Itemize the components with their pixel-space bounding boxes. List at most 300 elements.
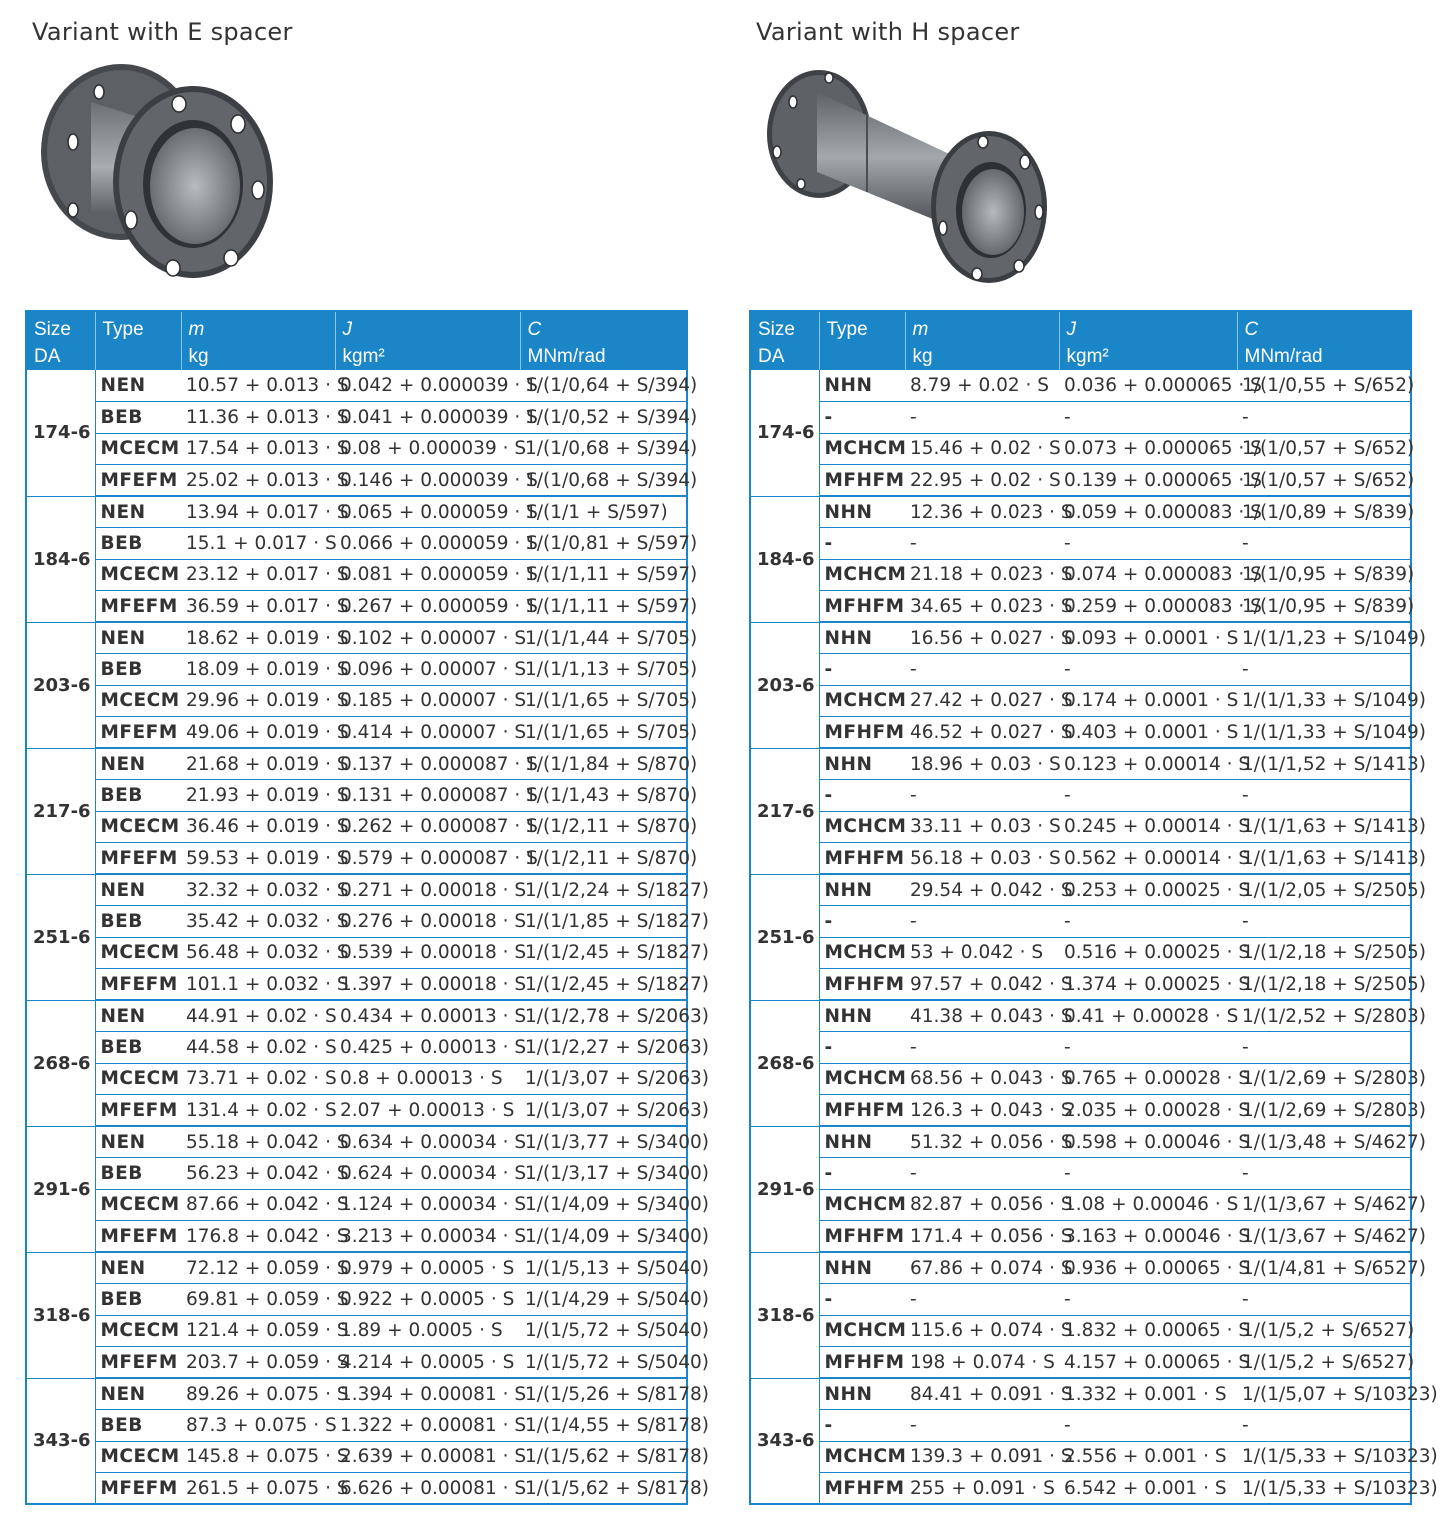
mass-cell: 18.09 + 0.019 · S — [181, 654, 335, 686]
type-cell: NHN — [819, 1378, 905, 1410]
table-row — [26, 622, 687, 654]
table-row — [26, 1252, 687, 1284]
type-cell: MCHCM — [819, 1189, 905, 1221]
mass-cell: 21.18 + 0.023 · S — [905, 559, 1059, 591]
inertia-cell: 1.374 + 0.00025 · S — [1059, 969, 1237, 1001]
mass-cell: 72.12 + 0.059 · S — [181, 1252, 335, 1284]
inertia-cell: 0.539 + 0.00018 · S — [335, 937, 520, 969]
inertia-cell: 0.262 + 0.000087 · S — [335, 811, 520, 843]
stiffness-cell: 1/(1/1,33 + S/1049) — [1237, 685, 1411, 717]
stiffness-cell: 1/(1/3,48 + S/4627) — [1237, 1126, 1411, 1158]
mass-cell: 23.12 + 0.017 · S — [181, 559, 335, 591]
mass-cell: 255 + 0.091 · S — [905, 1473, 1059, 1505]
header-line2: kg — [188, 346, 209, 367]
table-row — [26, 1347, 687, 1379]
stiffness-cell: 1/(1/4,29 + S/5040) — [520, 1284, 687, 1316]
inertia-cell: 4.157 + 0.00065 · S — [1059, 1347, 1237, 1379]
type-cell: NEN — [95, 1000, 181, 1032]
size-cell: 268-6 — [26, 1000, 95, 1126]
stiffness-cell: 1/(1/2,27 + S/2063) — [520, 1032, 687, 1064]
inertia-cell: 0.137 + 0.000087 · S — [335, 748, 520, 780]
inertia-cell: 6.542 + 0.001 · S — [1059, 1473, 1237, 1505]
table-row — [750, 1126, 1411, 1158]
stiffness-cell: 1/(1/0,52 + S/394) — [520, 402, 687, 434]
stiffness-cell: 1/(1/1,11 + S/597) — [520, 591, 687, 623]
type-cell: NHN — [819, 370, 905, 402]
type-cell: BEB — [95, 1158, 181, 1190]
mass-cell: 55.18 + 0.042 · S — [181, 1126, 335, 1158]
inertia-cell: - — [1059, 654, 1237, 686]
type-cell: MFEFM — [95, 969, 181, 1001]
table-row — [26, 685, 687, 717]
mass-cell: 139.3 + 0.091 · S — [905, 1441, 1059, 1473]
stiffness-cell: 1/(1/0,89 + S/839) — [1237, 496, 1411, 528]
type-cell: MCHCM — [819, 1315, 905, 1347]
inertia-cell: 0.102 + 0.00007 · S — [335, 622, 520, 654]
stiffness-cell: - — [1237, 1158, 1411, 1190]
mass-cell: 22.95 + 0.02 · S — [905, 465, 1059, 497]
inertia-cell: 0.979 + 0.0005 · S — [335, 1252, 520, 1284]
table-row — [750, 906, 1411, 938]
header-mass — [181, 311, 335, 370]
type-cell: NEN — [95, 622, 181, 654]
inertia-cell: 0.074 + 0.000083 · S — [1059, 559, 1237, 591]
stiffness-cell: 1/(1/2,18 + S/2505) — [1237, 969, 1411, 1001]
table-row — [26, 937, 687, 969]
inertia-cell: 1.08 + 0.00046 · S — [1059, 1189, 1237, 1221]
type-cell: MFHFM — [819, 1221, 905, 1253]
header-line1: J — [342, 319, 352, 340]
inertia-cell: 6.626 + 0.00081 · S — [335, 1473, 520, 1505]
mass-cell: 101.1 + 0.032 · S — [181, 969, 335, 1001]
inertia-cell: 0.042 + 0.000039 · S — [335, 370, 520, 402]
table-row — [26, 1032, 687, 1064]
type-cell: - — [819, 654, 905, 686]
size-cell: 318-6 — [750, 1252, 819, 1378]
size-cell: 184-6 — [750, 496, 819, 622]
stiffness-cell: 1/(1/5,07 + S/10323) — [1237, 1378, 1411, 1410]
stiffness-cell: 1/(1/0,68 + S/394) — [520, 465, 687, 497]
inertia-cell: 0.139 + 0.000065 · S — [1059, 465, 1237, 497]
size-cell: 291-6 — [26, 1126, 95, 1252]
mass-cell: 198 + 0.074 · S — [905, 1347, 1059, 1379]
table-row — [750, 1284, 1411, 1316]
inertia-cell: 0.271 + 0.00018 · S — [335, 874, 520, 906]
stiffness-cell: 1/(1/4,55 + S/8178) — [520, 1410, 687, 1442]
inertia-cell: - — [1059, 528, 1237, 560]
mass-cell: 53 + 0.042 · S — [905, 937, 1059, 969]
type-cell: NHN — [819, 1000, 905, 1032]
inertia-cell: 3.163 + 0.00046 · S — [1059, 1221, 1237, 1253]
header-type — [819, 311, 905, 370]
type-cell: MFEFM — [95, 1095, 181, 1127]
table-row — [26, 1126, 687, 1158]
stiffness-cell: 1/(1/3,67 + S/4627) — [1237, 1189, 1411, 1221]
type-cell: MCECM — [95, 937, 181, 969]
mass-cell: 171.4 + 0.056 · S — [905, 1221, 1059, 1253]
inertia-cell: 0.073 + 0.000065 · S — [1059, 433, 1237, 465]
inertia-cell: 1.322 + 0.00081 · S — [335, 1410, 520, 1442]
mass-cell: 69.81 + 0.059 · S — [181, 1284, 335, 1316]
stiffness-cell: - — [1237, 780, 1411, 812]
type-cell: - — [819, 906, 905, 938]
stiffness-cell: 1/(1/5,2 + S/6527) — [1237, 1347, 1411, 1379]
size-cell: 251-6 — [26, 874, 95, 1000]
mass-cell: 12.36 + 0.023 · S — [905, 496, 1059, 528]
stiffness-cell: 1/(1/2,45 + S/1827) — [520, 969, 687, 1001]
table-row — [26, 1315, 687, 1347]
stiffness-cell: 1/(1/4,09 + S/3400) — [520, 1221, 687, 1253]
inertia-cell: 0.174 + 0.0001 · S — [1059, 685, 1237, 717]
type-cell: NHN — [819, 1252, 905, 1284]
table-row — [26, 906, 687, 938]
size-cell: 174-6 — [26, 370, 95, 496]
type-cell: BEB — [95, 906, 181, 938]
mass-cell: 21.68 + 0.019 · S — [181, 748, 335, 780]
stiffness-cell: - — [1237, 402, 1411, 434]
e-spacer-coupling-illustration — [33, 62, 283, 292]
type-cell: MFHFM — [819, 591, 905, 623]
type-cell: MCHCM — [819, 433, 905, 465]
stiffness-cell: - — [1237, 1284, 1411, 1316]
size-cell: 174-6 — [750, 370, 819, 496]
inertia-cell: 2.556 + 0.001 · S — [1059, 1441, 1237, 1473]
inertia-cell: 0.245 + 0.00014 · S — [1059, 811, 1237, 843]
table-row — [750, 1410, 1411, 1442]
table-row — [750, 654, 1411, 686]
type-cell: NEN — [95, 748, 181, 780]
stiffness-cell: 1/(1/4,09 + S/3400) — [520, 1189, 687, 1221]
table-row — [26, 780, 687, 812]
stiffness-cell: 1/(1/3,07 + S/2063) — [520, 1095, 687, 1127]
inertia-cell: - — [1059, 1032, 1237, 1064]
h-spacer-coupling-illustration — [757, 62, 1057, 292]
mass-cell: 82.87 + 0.056 · S — [905, 1189, 1059, 1221]
mass-cell: 18.96 + 0.03 · S — [905, 748, 1059, 780]
table-row — [750, 937, 1411, 969]
mass-cell: 21.93 + 0.019 · S — [181, 780, 335, 812]
table-row — [26, 843, 687, 875]
type-cell: MFEFM — [95, 1473, 181, 1505]
mass-cell: 59.53 + 0.019 · S — [181, 843, 335, 875]
mass-cell: 49.06 + 0.019 · S — [181, 717, 335, 749]
type-cell: NHN — [819, 622, 905, 654]
stiffness-cell: 1/(1/1,23 + S/1049) — [1237, 622, 1411, 654]
mass-cell: - — [905, 1410, 1059, 1442]
inertia-cell: 0.634 + 0.00034 · S — [335, 1126, 520, 1158]
table-row — [750, 1441, 1411, 1473]
mass-cell: 51.32 + 0.056 · S — [905, 1126, 1059, 1158]
inertia-cell: 4.214 + 0.0005 · S — [335, 1347, 520, 1379]
header-line1: m — [912, 319, 929, 340]
table-row — [750, 811, 1411, 843]
table-row — [26, 717, 687, 749]
type-cell: NHN — [819, 748, 905, 780]
table-row — [750, 1347, 1411, 1379]
mass-cell: 121.4 + 0.059 · S — [181, 1315, 335, 1347]
size-cell: 203-6 — [26, 622, 95, 748]
table-row — [750, 1158, 1411, 1190]
type-cell: MFHFM — [819, 1473, 905, 1505]
header-line2: DA — [758, 346, 785, 367]
inertia-cell: 2.07 + 0.00013 · S — [335, 1095, 520, 1127]
type-cell: NHN — [819, 874, 905, 906]
mass-cell: 261.5 + 0.075 · S — [181, 1473, 335, 1505]
stiffness-cell: 1/(1/2,11 + S/870) — [520, 843, 687, 875]
table-row — [750, 370, 1411, 402]
type-cell: MCECM — [95, 1189, 181, 1221]
header-line1: m — [188, 319, 205, 340]
inertia-cell: 3.213 + 0.00034 · S — [335, 1221, 520, 1253]
size-cell: 251-6 — [750, 874, 819, 1000]
type-cell: MFHFM — [819, 1347, 905, 1379]
mass-cell: 44.91 + 0.02 · S — [181, 1000, 335, 1032]
header-inertia — [335, 311, 520, 370]
size-cell: 184-6 — [26, 496, 95, 622]
inertia-cell: 0.624 + 0.00034 · S — [335, 1158, 520, 1190]
type-cell: - — [819, 402, 905, 434]
inertia-cell: 1.397 + 0.00018 · S — [335, 969, 520, 1001]
type-cell: NEN — [95, 1126, 181, 1158]
stiffness-cell: 1/(1/5,72 + S/5040) — [520, 1315, 687, 1347]
mass-cell: 126.3 + 0.043 · S — [905, 1095, 1059, 1127]
stiffness-cell: 1/(1/5,33 + S/10323) — [1237, 1473, 1411, 1505]
stiffness-cell: 1/(1/0,64 + S/394) — [520, 370, 687, 402]
table-row — [26, 748, 687, 780]
header-line1: Size — [758, 319, 795, 340]
mass-cell: - — [905, 528, 1059, 560]
table-row — [750, 717, 1411, 749]
type-cell: MFEFM — [95, 1347, 181, 1379]
table-row — [26, 1095, 687, 1127]
inertia-cell: 0.093 + 0.0001 · S — [1059, 622, 1237, 654]
size-cell: 217-6 — [26, 748, 95, 874]
mass-cell: 67.86 + 0.074 · S — [905, 1252, 1059, 1284]
mass-cell: 16.56 + 0.027 · S — [905, 622, 1059, 654]
inertia-cell: 0.041 + 0.000039 · S — [335, 402, 520, 434]
stiffness-cell: 1/(1/0,95 + S/839) — [1237, 591, 1411, 623]
table-row — [26, 1378, 687, 1410]
table-row — [750, 1189, 1411, 1221]
stiffness-cell: 1/(1/4,81 + S/6527) — [1237, 1252, 1411, 1284]
table-row — [26, 559, 687, 591]
inertia-cell: 0.059 + 0.000083 · S — [1059, 496, 1237, 528]
mass-cell: 84.41 + 0.091 · S — [905, 1378, 1059, 1410]
stiffness-cell: - — [1237, 906, 1411, 938]
stiffness-cell: 1/(1/2,69 + S/2803) — [1237, 1095, 1411, 1127]
mass-cell: 34.65 + 0.023 · S — [905, 591, 1059, 623]
table-row — [26, 496, 687, 528]
panel-title: Variant with E spacer — [32, 18, 293, 46]
table-row — [750, 1315, 1411, 1347]
table-row — [26, 1441, 687, 1473]
mass-cell: 32.32 + 0.032 · S — [181, 874, 335, 906]
type-cell: MCECM — [95, 1441, 181, 1473]
type-cell: MCECM — [95, 811, 181, 843]
stiffness-cell: 1/(1/5,2 + S/6527) — [1237, 1315, 1411, 1347]
header-size — [26, 311, 95, 370]
type-cell: MCHCM — [819, 1441, 905, 1473]
size-cell: 343-6 — [26, 1378, 95, 1504]
header-type — [95, 311, 181, 370]
type-cell: NEN — [95, 496, 181, 528]
type-cell: MFEFM — [95, 1221, 181, 1253]
mass-cell: 56.48 + 0.032 · S — [181, 937, 335, 969]
type-cell: MFEFM — [95, 843, 181, 875]
stiffness-cell: 1/(1/1,52 + S/1413) — [1237, 748, 1411, 780]
mass-cell: 115.6 + 0.074 · S — [905, 1315, 1059, 1347]
stiffness-cell: 1/(1/1,65 + S/705) — [520, 685, 687, 717]
mass-cell: 46.52 + 0.027 · S — [905, 717, 1059, 749]
inertia-cell: 0.146 + 0.000039 · S — [335, 465, 520, 497]
mass-cell: - — [905, 654, 1059, 686]
inertia-cell: 0.579 + 0.000087 · S — [335, 843, 520, 875]
mass-cell: 36.46 + 0.019 · S — [181, 811, 335, 843]
header-size — [750, 311, 819, 370]
mass-cell: 56.23 + 0.042 · S — [181, 1158, 335, 1190]
inertia-cell: - — [1059, 780, 1237, 812]
mass-cell: 41.38 + 0.043 · S — [905, 1000, 1059, 1032]
stiffness-cell: 1/(1/1,65 + S/705) — [520, 717, 687, 749]
table-row — [26, 370, 687, 402]
mass-cell: 145.8 + 0.075 · S — [181, 1441, 335, 1473]
stiffness-cell: 1/(1/2,24 + S/1827) — [520, 874, 687, 906]
table-row — [26, 1284, 687, 1316]
header-line1: Type — [102, 319, 144, 340]
type-cell: MFHFM — [819, 1095, 905, 1127]
table-row — [26, 811, 687, 843]
mass-cell: 44.58 + 0.02 · S — [181, 1032, 335, 1064]
table-row — [750, 1378, 1411, 1410]
mass-cell: 17.54 + 0.013 · S — [181, 433, 335, 465]
table-row — [26, 1221, 687, 1253]
type-cell: NEN — [95, 874, 181, 906]
table-row — [750, 685, 1411, 717]
type-cell: MFEFM — [95, 717, 181, 749]
table-row — [26, 1473, 687, 1505]
header-line1: C — [1244, 319, 1259, 340]
inertia-cell: 0.414 + 0.00007 · S — [335, 717, 520, 749]
size-cell: 343-6 — [750, 1378, 819, 1504]
mass-cell: 29.54 + 0.042 · S — [905, 874, 1059, 906]
inertia-cell: 0.267 + 0.000059 · S — [335, 591, 520, 623]
type-cell: MCECM — [95, 559, 181, 591]
panel-title: Variant with H spacer — [756, 18, 1020, 46]
inertia-cell: 0.922 + 0.0005 · S — [335, 1284, 520, 1316]
mass-cell: 36.59 + 0.017 · S — [181, 591, 335, 623]
header-mass — [905, 311, 1059, 370]
type-cell: NHN — [819, 496, 905, 528]
mass-cell: 27.42 + 0.027 · S — [905, 685, 1059, 717]
type-cell: BEB — [95, 528, 181, 560]
mass-cell: 56.18 + 0.03 · S — [905, 843, 1059, 875]
table-row — [750, 969, 1411, 1001]
table-row — [750, 1095, 1411, 1127]
stiffness-cell: 1/(1/1,11 + S/597) — [520, 559, 687, 591]
table-row — [750, 843, 1411, 875]
mass-cell: 176.8 + 0.042 · S — [181, 1221, 335, 1253]
table-row — [750, 1473, 1411, 1505]
stiffness-cell: - — [1237, 654, 1411, 686]
type-cell: - — [819, 1284, 905, 1316]
inertia-cell: 0.066 + 0.000059 · S — [335, 528, 520, 560]
table-row — [750, 1000, 1411, 1032]
mass-cell: 8.79 + 0.02 · S — [905, 370, 1059, 402]
stiffness-cell: 1/(1/0,57 + S/652) — [1237, 433, 1411, 465]
stiffness-cell: 1/(1/3,67 + S/4627) — [1237, 1221, 1411, 1253]
inertia-cell: 0.598 + 0.00046 · S — [1059, 1126, 1237, 1158]
mass-cell: 35.42 + 0.032 · S — [181, 906, 335, 938]
table-row — [26, 654, 687, 686]
stiffness-cell: 1/(1/1,33 + S/1049) — [1237, 717, 1411, 749]
inertia-cell: 0.41 + 0.00028 · S — [1059, 1000, 1237, 1032]
stiffness-cell: 1/(1/2,05 + S/2505) — [1237, 874, 1411, 906]
type-cell: MCECM — [95, 1315, 181, 1347]
mass-cell: 33.11 + 0.03 · S — [905, 811, 1059, 843]
inertia-cell: 0.096 + 0.00007 · S — [335, 654, 520, 686]
inertia-cell: - — [1059, 1284, 1237, 1316]
h-spacer-table — [749, 310, 1438, 1505]
inertia-cell: 0.036 + 0.000065 · S — [1059, 370, 1237, 402]
mass-cell: 15.46 + 0.02 · S — [905, 433, 1059, 465]
inertia-cell: - — [1059, 906, 1237, 938]
stiffness-cell: 1/(1/3,07 + S/2063) — [520, 1063, 687, 1095]
inertia-cell: 0.065 + 0.000059 · S — [335, 496, 520, 528]
stiffness-cell: 1/(1/1,43 + S/870) — [520, 780, 687, 812]
type-cell: MFHFM — [819, 717, 905, 749]
stiffness-cell: 1/(1/2,45 + S/1827) — [520, 937, 687, 969]
header-line1: C — [527, 319, 542, 340]
type-cell: NEN — [95, 370, 181, 402]
header-line1: Type — [826, 319, 868, 340]
table-row — [750, 591, 1411, 623]
inertia-cell: 1.332 + 0.001 · S — [1059, 1378, 1237, 1410]
size-cell: 217-6 — [750, 748, 819, 874]
stiffness-cell: 1/(1/3,17 + S/3400) — [520, 1158, 687, 1190]
stiffness-cell: 1/(1/5,62 + S/8178) — [520, 1441, 687, 1473]
table-row — [26, 874, 687, 906]
table-row — [750, 528, 1411, 560]
inertia-cell: 0.434 + 0.00013 · S — [335, 1000, 520, 1032]
inertia-cell: 0.516 + 0.00025 · S — [1059, 937, 1237, 969]
stiffness-cell: 1/(1/1,13 + S/705) — [520, 654, 687, 686]
type-cell: MCHCM — [819, 559, 905, 591]
stiffness-cell: 1/(1/1,84 + S/870) — [520, 748, 687, 780]
mass-cell: - — [905, 402, 1059, 434]
table-row — [750, 402, 1411, 434]
mass-cell: 87.66 + 0.042 · S — [181, 1189, 335, 1221]
table-row — [26, 402, 687, 434]
stiffness-cell: 1/(1/3,77 + S/3400) — [520, 1126, 687, 1158]
table-row — [26, 465, 687, 497]
type-cell: MFHFM — [819, 843, 905, 875]
inertia-cell: 0.765 + 0.00028 · S — [1059, 1063, 1237, 1095]
inertia-cell: 0.081 + 0.000059 · S — [335, 559, 520, 591]
type-cell: - — [819, 1032, 905, 1064]
header-line1: J — [1066, 319, 1076, 340]
table-row — [750, 780, 1411, 812]
mass-cell: 87.3 + 0.075 · S — [181, 1410, 335, 1442]
header-line2: kgm² — [342, 346, 385, 367]
stiffness-cell: 1/(1/5,13 + S/5040) — [520, 1252, 687, 1284]
stiffness-cell: 1/(1/2,11 + S/870) — [520, 811, 687, 843]
type-cell: MFEFM — [95, 465, 181, 497]
header-line2: kgm² — [1066, 346, 1109, 367]
inertia-cell: 0.403 + 0.0001 · S — [1059, 717, 1237, 749]
mass-cell: 15.1 + 0.017 · S — [181, 528, 335, 560]
type-cell: - — [819, 1410, 905, 1442]
table-row — [26, 433, 687, 465]
